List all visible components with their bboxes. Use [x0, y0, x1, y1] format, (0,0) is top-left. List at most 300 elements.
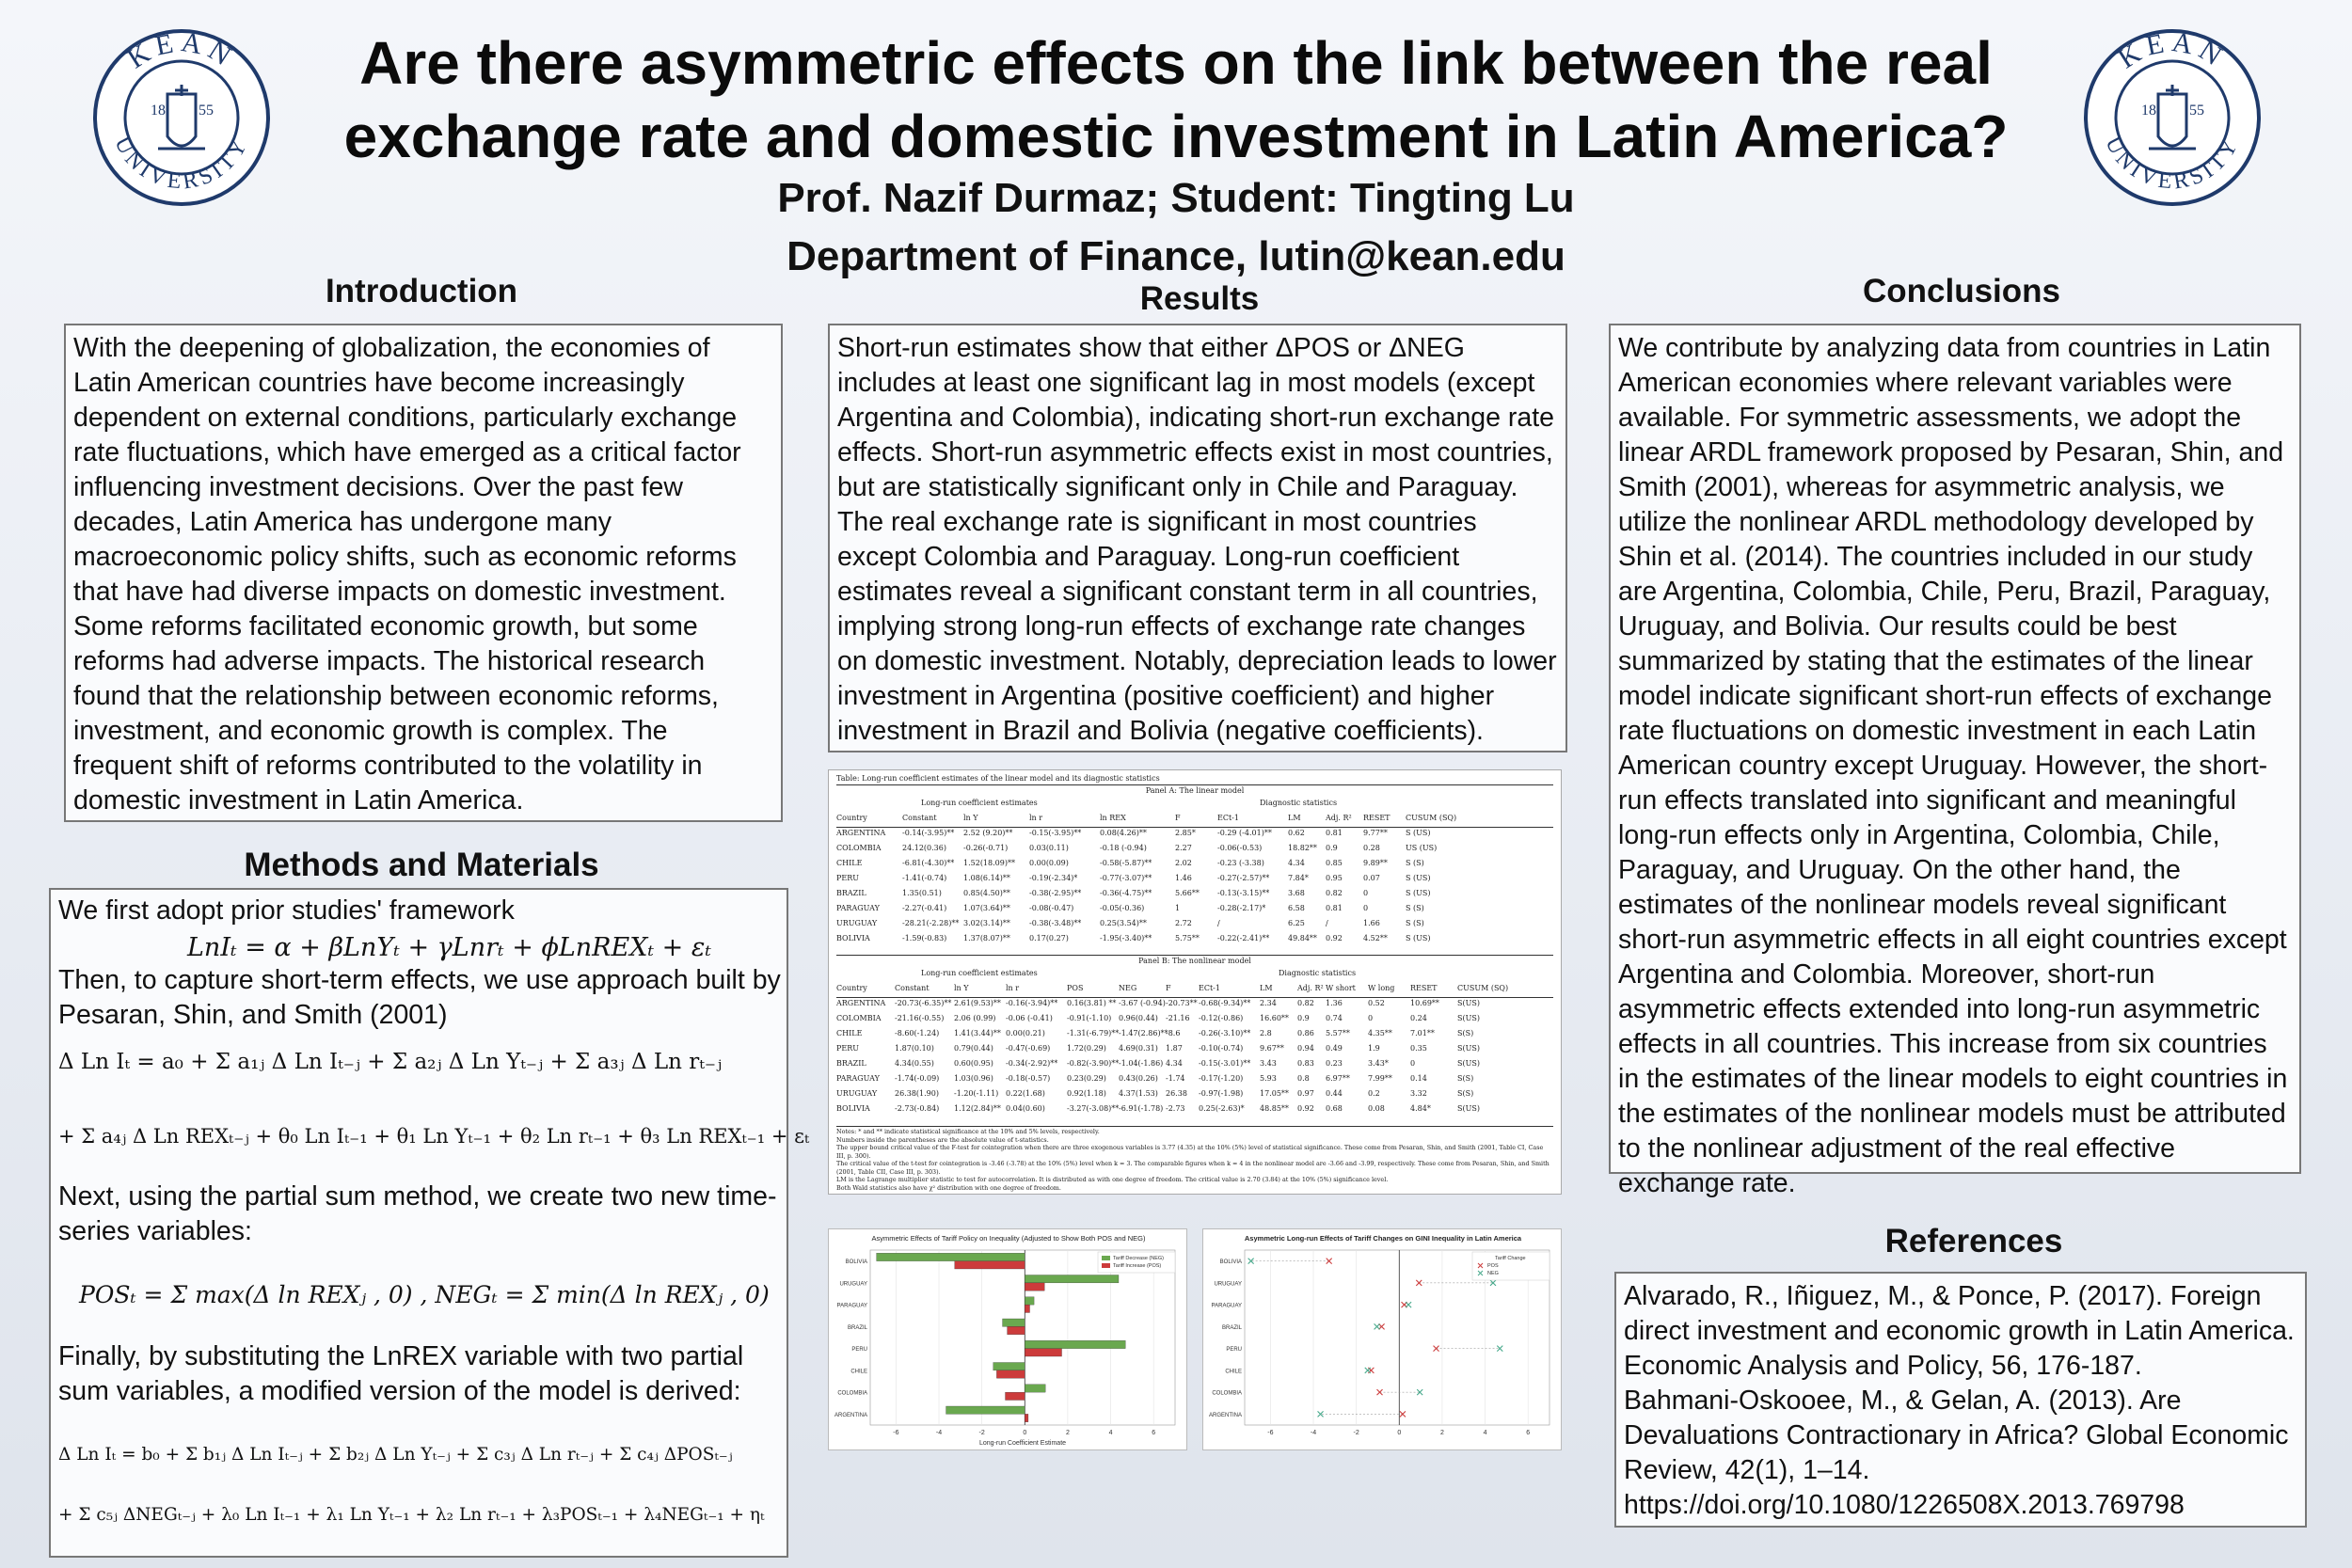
table-cell: 0.82 — [1297, 999, 1314, 1007]
table-cell: CHILE — [836, 859, 863, 867]
methods-line-4: Finally, by substituting the LnREX variable with two partial sum variables, a modified version of the model is derived: — [58, 1341, 744, 1406]
table-cell: 2.06 (0.99) — [954, 1014, 996, 1022]
table-cell: S (US) — [1406, 934, 1431, 942]
x-tick-label: -2 — [978, 1430, 985, 1436]
y-tick-label: PARAGUAY — [1211, 1303, 1242, 1309]
seal-year-left: 18 — [151, 103, 166, 119]
results-heading: Results — [1139, 280, 1260, 317]
table-cell: S(S) — [1457, 1089, 1474, 1098]
authors: Prof. Nazif Durmaz; Student: Tingting Lu — [777, 175, 1575, 221]
table-note: The critical value of the t-test for cointegration is -3.46 (-3.78) at the 10% (5%) level when k = 3. The comparable figures when k = 4 in the nonlinear model are -3.66 and -3.99, respectively. These come from Pesaran, Shin, and Smith (2001, Table CII, Case III, p. 303). — [836, 1160, 1549, 1176]
table-cell: 0.62 — [1288, 829, 1305, 837]
table-cell: 7.84* — [1288, 874, 1309, 882]
equation-2a: Δ Ln Iₜ = a₀ + Σ a₁ⱼ Δ Ln Iₜ₋ⱼ + Σ a₂ⱼ Δ Ln Yₜ₋ⱼ + Σ a₃ⱼ Δ Ln rₜ₋ⱼ — [58, 1050, 723, 1074]
table-cell: 2.61(9.53)** — [954, 999, 1001, 1007]
table-cell: 3.32 — [1410, 1089, 1427, 1098]
table-cell: 0.9 — [1297, 1014, 1310, 1022]
table-cell: 3.68 — [1288, 889, 1305, 897]
y-tick-label: COLOMBIA — [1212, 1390, 1242, 1397]
table-cell: 2.52 (9.20)** — [963, 829, 1013, 837]
introduction-heading: Introduction — [325, 273, 518, 309]
table-cell: 24.12(0.36) — [902, 844, 946, 852]
table-cell: 0.52 — [1368, 999, 1385, 1007]
table-cell: 1.07(3.64)** — [963, 904, 1010, 912]
table-cell: -0.68(-9.34)** — [1199, 999, 1251, 1007]
y-tick-label: ARGENTINA — [1208, 1412, 1242, 1418]
bar-tariff-increase-pos- — [1025, 1305, 1029, 1312]
panel-a-group-2: Diagnostic statistics — [1260, 799, 1338, 807]
table-cell: 1.35(0.51) — [902, 889, 942, 897]
y-tick-label: ARGENTINA — [834, 1412, 867, 1418]
table-row — [836, 1074, 1553, 1084]
table-cell: 1.03(0.96) — [954, 1074, 993, 1083]
panel-b-header-row — [836, 984, 1553, 993]
table-cell: PERU — [836, 1044, 859, 1053]
table-cell: 0.00(0.21) — [1006, 1029, 1045, 1037]
panel-b-body — [829, 999, 1561, 1121]
bar-tariff-decrease-neg- — [1025, 1275, 1119, 1283]
bar-tariff-increase-pos- — [1008, 1326, 1025, 1334]
table-header-cell: F — [1166, 984, 1171, 992]
table-cell: 3.02(3.14)** — [963, 919, 1010, 927]
table-cell: 0.81 — [1326, 904, 1343, 912]
bar-tariff-decrease-neg- — [1003, 1319, 1025, 1326]
table-cell: 0.24 — [1410, 1014, 1427, 1022]
table-header-cell: F — [1175, 814, 1181, 822]
table-cell: -0.18 (-0.94) — [1100, 844, 1147, 852]
kean-seal-right — [2083, 28, 2262, 207]
table-cell: S (US) — [1406, 889, 1431, 897]
table-cell: 0.96(0.44) — [1119, 1014, 1158, 1022]
table-cell: 0.44 — [1326, 1089, 1343, 1098]
table-note: Numbers inside the parentheses are the absolute value of t-statistics. — [836, 1135, 1049, 1144]
table-cell: 0.85(4.50)** — [963, 889, 1010, 897]
table-cell: 1.41(3.44)** — [954, 1029, 1001, 1037]
table-cell: -8.6 — [1166, 1029, 1181, 1037]
reference-item-2: Bahmani-Oskooee, M., & Gelan, A. (2013). Are Devaluations Contractionary in Africa? Global Economic Review, 42(1), 1–14. https://doi.org/10.1080/1226508X.2013.769798 — [1624, 1386, 2289, 1520]
poster-title — [310, 26, 2042, 173]
table-note: LM is the Lagrange multiplier statistic to test for autocorrelation. It is distributed as with one degree of freedom. The critical value is 2.70 (3.84) at the 10% (5%) significance level. — [836, 1176, 1389, 1183]
table-header-cell: CUSUM (SQ) — [1406, 814, 1457, 822]
table-cell: 1.46 — [1175, 874, 1192, 882]
table-row — [836, 919, 1553, 928]
y-tick-label: COLOMBIA — [837, 1390, 867, 1397]
table-cell: -0.34(-2.92)** — [1006, 1059, 1058, 1068]
table-cell: 2.02 — [1175, 859, 1192, 867]
table-cell: 4.35** — [1368, 1029, 1392, 1037]
table-cell: PARAGUAY — [836, 1074, 880, 1083]
table-cell: 1 — [1175, 904, 1181, 912]
table-cell: 26.38(1.90) — [895, 1089, 939, 1098]
table-cell: / — [1326, 919, 1328, 927]
references-box — [1614, 1272, 2307, 1528]
table-cell: -0.97(-1.98) — [1199, 1089, 1244, 1098]
table-cell: 7.01** — [1410, 1029, 1435, 1037]
table-notes — [836, 1128, 1553, 1192]
x-tick-label: 2 — [1439, 1430, 1444, 1436]
table-cell: 48.85** — [1260, 1104, 1289, 1113]
table-cell: 4.34 — [1166, 1059, 1183, 1068]
table-cell: -0.36(-4.75)** — [1100, 889, 1152, 897]
x-tick-label: 4 — [1108, 1430, 1113, 1436]
panel-b-group-2: Diagnostic statistics — [1279, 969, 1357, 977]
point-neg — [1375, 1323, 1380, 1329]
bar-tariff-decrease-neg- — [1025, 1340, 1125, 1348]
y-tick-label: URUGUAY — [839, 1281, 867, 1288]
table-cell: -0.13(-3.15)** — [1217, 889, 1270, 897]
table-cell: URUGUAY — [836, 1089, 878, 1098]
table-cell: S(US) — [1457, 1104, 1480, 1113]
table-cell: 0.92(1.18) — [1067, 1089, 1106, 1098]
table-header-cell: Adj. R² — [1326, 814, 1352, 822]
legend-title: Tariff Change — [1495, 1256, 1526, 1261]
table-cell: 1.87 — [1166, 1044, 1183, 1053]
y-tick-label: CHILE — [1225, 1369, 1242, 1375]
table-cell: -1.47(2.86)** — [1119, 1029, 1168, 1037]
table-cell: URUGUAY — [836, 919, 878, 927]
table-cell: -0.29 (-4.01)** — [1217, 829, 1272, 837]
table-cell: -20.73** — [1166, 999, 1198, 1007]
table-cell: -0.12(-0.86) — [1199, 1014, 1244, 1022]
table-row — [836, 859, 1553, 868]
panel-b-title: Panel B: The nonlinear model — [1138, 957, 1251, 965]
table-note: Both Wald statistics also have χ² distribution with one degree of freedom. — [836, 1183, 1061, 1192]
y-tick-label: URUGUAY — [1214, 1281, 1242, 1288]
table-cell: S(S) — [1457, 1029, 1474, 1037]
table-cell: 5.75** — [1175, 934, 1200, 942]
table-cell: S(US) — [1457, 999, 1480, 1007]
bar-tariff-decrease-neg- — [993, 1363, 1025, 1370]
bar-tariff-increase-pos- — [1006, 1392, 1025, 1400]
table-cell: -0.58(-5.87)** — [1100, 859, 1152, 867]
x-axis-label: Long-run Coefficient Estimate — [978, 1440, 1067, 1447]
table-cell: 0.81 — [1326, 829, 1343, 837]
table-cell: -0.23 (-3.38) — [1217, 859, 1264, 867]
bar-tariff-increase-pos- — [1025, 1349, 1061, 1356]
table-cell: 0.35 — [1410, 1044, 1427, 1053]
table-cell: -0.17(-1.20) — [1199, 1074, 1244, 1083]
table-cell: 0.23 — [1326, 1059, 1343, 1068]
seal-top-text: KEAN — [121, 28, 242, 75]
table-cell: PERU — [836, 874, 859, 882]
table-cell: 5.66** — [1175, 889, 1200, 897]
table-caption: Table: Long-run coefficient estimates of the linear model and its diagnostic statistics — [836, 774, 1160, 783]
table-cell: 0.2 — [1368, 1089, 1380, 1098]
table-header-cell: LM — [1288, 814, 1301, 822]
table-cell: -0.14(-3.95)** — [902, 829, 955, 837]
table-cell: 2.27 — [1175, 844, 1192, 852]
bar-tariff-decrease-neg- — [1025, 1385, 1045, 1392]
table-cell: 0.16(3.81) ** — [1067, 999, 1117, 1007]
point-neg — [1406, 1302, 1411, 1307]
chart-tariff-bar — [828, 1228, 1187, 1450]
table-cell: -0.47(-0.69) — [1006, 1044, 1051, 1053]
table-cell: BOLIVIA — [836, 1104, 870, 1113]
table-header-cell: Constant — [902, 814, 937, 822]
x-tick-label: 6 — [1152, 1430, 1156, 1436]
table-cell: -21.16(-0.55) — [895, 1014, 945, 1022]
table-cell: 0.8 — [1297, 1074, 1310, 1083]
table-header-cell: ln REX — [1100, 814, 1126, 822]
table-cell: 0.08(4.26)** — [1100, 829, 1147, 837]
conclusions-heading: Conclusions — [1862, 273, 2061, 309]
table-header-cell: ECt-1 — [1217, 814, 1239, 822]
kean-seal-left — [92, 28, 271, 207]
equation-4b: + Σ c₅ⱼ ΔNEGₜ₋ⱼ + λ₀ Ln Iₜ₋₁ + λ₁ Ln Yₜ₋₁ + λ₂ Ln rₜ₋₁ + λ₃POSₜ₋₁ + λ₄NEGₜ₋₁ + ηₜ — [58, 1505, 765, 1525]
methods-heading: Methods and Materials — [244, 847, 599, 883]
table-cell: 4.69(0.31) — [1119, 1044, 1158, 1053]
table-note: The upper bound critical value of the F-test for cointegration when there are three exogenous variables is 3.77 (4.35) at the 10% (5%) level of statistical significance. These come from Pesaran, Shin, and Smith (2001, Table CI, Case III, p. 300). — [836, 1144, 1544, 1160]
table-cell: 1.72(0.29) — [1067, 1044, 1106, 1053]
title-line-2: exchange rate and domestic investment in Latin America? — [343, 103, 2009, 170]
table-cell: 0.94 — [1297, 1044, 1314, 1053]
point-pos — [1379, 1323, 1385, 1329]
table-cell: -0.15(-3.95)** — [1029, 829, 1082, 837]
table-cell: 1.9 — [1368, 1044, 1380, 1053]
table-cell: -6.81(-4.30)** — [902, 859, 955, 867]
table-cell: ARGENTINA — [836, 999, 886, 1007]
seal-year-right: 55 — [2189, 103, 2204, 119]
y-tick-label: CHILE — [850, 1369, 867, 1375]
seal-bottom-text: UNIVERSITY — [2100, 133, 2245, 195]
table-cell: 1.36 — [1326, 999, 1343, 1007]
table-cell: -28.21(-2.28)** — [902, 919, 960, 927]
point-pos — [1377, 1389, 1383, 1395]
legend-swatch — [1102, 1256, 1110, 1260]
table-cell: 3.43* — [1368, 1059, 1389, 1068]
table-cell: S (S) — [1406, 859, 1424, 867]
y-tick-label: PERU — [851, 1347, 867, 1354]
x-tick-label: -4 — [1310, 1430, 1317, 1436]
y-tick-label: BOLIVIA — [845, 1259, 867, 1266]
table-note: Notes: * and ** indicate statistical significance at the 10% and 5% levels, respectively. — [836, 1128, 1100, 1135]
legend-label: POS — [1487, 1263, 1499, 1269]
y-tick-label: BRAZIL — [847, 1324, 867, 1331]
table-cell: -0.26(-0.71) — [963, 844, 1009, 852]
table-cell: S(US) — [1457, 1044, 1480, 1053]
y-tick-label: BOLIVIA — [1219, 1259, 1242, 1266]
table-cell: S (US) — [1406, 874, 1431, 882]
table-cell: 0 — [1363, 889, 1369, 897]
y-tick-label: BRAZIL — [1221, 1324, 1242, 1331]
table-row — [836, 829, 1553, 838]
table-cell: -0.38(-3.48)** — [1029, 919, 1082, 927]
y-tick-label: PERU — [1226, 1347, 1242, 1354]
table-cell: -2.27(-0.41) — [902, 904, 947, 912]
table-cell: 0 — [1363, 904, 1369, 912]
table-cell: -1.74(-0.09) — [895, 1074, 940, 1083]
table-cell: 17.05** — [1260, 1089, 1289, 1098]
table-row — [836, 889, 1553, 898]
table-cell: 2.72 — [1175, 919, 1192, 927]
table-cell: 0.79(0.44) — [954, 1044, 993, 1053]
table-row — [836, 1059, 1553, 1069]
table-cell: BRAZIL — [836, 889, 866, 897]
title-line-1: Are there asymmetric effects on the link between the real — [359, 29, 1993, 97]
table-cell: -2.73(-0.84) — [895, 1104, 940, 1113]
table-cell: 4.84* — [1410, 1104, 1431, 1113]
table-cell: 1.52(18.09)** — [963, 859, 1015, 867]
table-cell: -8.60(-1.24) — [895, 1029, 940, 1037]
table-cell: CHILE — [836, 1029, 863, 1037]
chart-title: Asymmetric Effects of Tariff Policy on Inequality (Adjusted to Show Both POS and NEG) — [871, 1234, 1146, 1243]
table-cell: 0.86 — [1297, 1029, 1314, 1037]
table-cell: -0.19(-2.34)* — [1029, 874, 1078, 882]
table-cell: -0.05(-0.36) — [1100, 904, 1145, 912]
equation-3: POSₜ = Σ max(Δ ln REXⱼ , 0) , NEGₜ = Σ min(Δ ln REXⱼ , 0) — [79, 1281, 770, 1308]
bar-tariff-increase-pos- — [1025, 1283, 1044, 1291]
table-header-cell: ln Y — [954, 984, 969, 992]
table-cell: 6.97** — [1326, 1074, 1350, 1083]
table-row — [836, 1029, 1553, 1038]
table-cell: 0.82 — [1326, 889, 1343, 897]
table-cell: 26.38 — [1166, 1089, 1187, 1098]
table-header-cell: POS — [1067, 984, 1084, 992]
table-cell: -21.16 — [1166, 1014, 1190, 1022]
x-tick-label: 0 — [1023, 1430, 1027, 1436]
table-header-cell: ln Y — [963, 814, 978, 822]
table-row — [836, 1044, 1553, 1053]
table-cell: ARGENTINA — [836, 829, 886, 837]
table-cell: 16.60** — [1260, 1014, 1289, 1022]
table-cell: -1.04(-1.86) — [1119, 1059, 1164, 1068]
bar-tariff-decrease-neg- — [946, 1406, 1025, 1414]
table-cell: 9.89** — [1363, 859, 1388, 867]
table-cell: US (US) — [1406, 844, 1438, 852]
panel-b-group-1: Long-run coefficient estimates — [921, 969, 1038, 977]
table-header-cell: ECt-1 — [1199, 984, 1220, 992]
methods-box — [49, 888, 810, 1558]
x-tick-label: 6 — [1526, 1430, 1531, 1436]
table-header-cell: RESET — [1410, 984, 1438, 992]
table-cell: 0.14 — [1410, 1074, 1427, 1083]
table-header-cell: Adj. R² — [1297, 984, 1324, 992]
table-cell: 1.12(2.84)** — [954, 1104, 1001, 1113]
table-cell: -0.77(-3.07)** — [1100, 874, 1152, 882]
table-header-cell: ln r — [1006, 984, 1020, 992]
table-cell: 1.08(6.14)** — [963, 874, 1010, 882]
seal-top-text: KEAN — [2112, 28, 2233, 75]
table-row — [836, 844, 1553, 853]
table-cell: 0.60(0.95) — [954, 1059, 993, 1068]
table-cell: BRAZIL — [836, 1059, 866, 1068]
chart-gini-scatter-svg — [1203, 1229, 1563, 1451]
table-cell: 1.87(0.10) — [895, 1044, 934, 1053]
table-cell: -3.67 (-0.94) — [1119, 999, 1166, 1007]
table-cell: -0.26(-3.10)** — [1199, 1029, 1251, 1037]
table-cell: 5.57** — [1326, 1029, 1350, 1037]
chart-title: Asymmetric Long-run Effects of Tariff Changes on GINI Inequality in Latin America — [1244, 1234, 1522, 1243]
table-cell: 0.08 — [1368, 1104, 1385, 1113]
x-tick-label: 4 — [1483, 1430, 1487, 1436]
table-cell: -0.06 (-0.41) — [1006, 1014, 1053, 1022]
table-cell: 0.92 — [1326, 934, 1343, 942]
table-cell: -0.18(-0.57) — [1006, 1074, 1051, 1083]
introduction-text: With the deepening of globalization, the economies of Latin American countries have become increasingly dependent on external conditions, particularly exchange rate fluctuations, which have emerged as a critical factor influencing investment decisions. Over the past few decades, Latin America has undergone many macroeconomic policy shifts, such as economic reforms that have had diverse impacts on domestic investment. Some reforms facilitated economic growth, but some reforms had adverse impacts. The historical research found that the relationship between economic reforms, investment, and economic growth is complex. The frequent shift of reforms contributed to the volatility in domestic investment in Latin America. — [64, 324, 783, 822]
table-header-cell: LM — [1260, 984, 1273, 992]
table-cell: 6.58 — [1288, 904, 1305, 912]
x-tick-label: 2 — [1065, 1430, 1070, 1436]
table-header-cell: ln r — [1029, 814, 1043, 822]
table-row — [836, 1104, 1553, 1114]
table-cell: 2.85* — [1175, 829, 1196, 837]
results-text: Short-run estimates show that either ΔPOS or ΔNEG includes at least one significant lag in most models (except Argentina and Colombia), indicating short-run exchange rate effects. Short-run asymmetric effects exist in most countries, but are statistically significant only in Chile and Paraguay. The real exchange rate is significant in most countries except Colombia and Paraguay. Long-run coefficient estimates reveal a significant constant term in all countries, implying strong long-run effects of exchange rate changes on domestic investment. Notably, depreciation leads to lower investment in Argentina (positive coefficient) and higher investment in Brazil and Bolivia (negative coefficients). — [828, 324, 1567, 752]
table-row — [836, 874, 1553, 883]
panel-a-body — [829, 829, 1561, 951]
point-pos — [1400, 1411, 1406, 1417]
table-row — [836, 904, 1553, 913]
table-cell: 1.66 — [1363, 919, 1380, 927]
table-cell: S(S) — [1457, 1074, 1474, 1083]
table-cell: 0.83 — [1297, 1059, 1314, 1068]
equation-1: LnIₜ = α + βLnYₜ + γLnrₜ + ϕLnREXₜ + εₜ — [187, 933, 712, 962]
x-tick-label: -6 — [1267, 1430, 1274, 1436]
table-cell: 6.25 — [1288, 919, 1305, 927]
table-cell: 3.43 — [1260, 1059, 1277, 1068]
table-cell: 0.49 — [1326, 1044, 1343, 1053]
table-cell: 0.22(1.68) — [1006, 1089, 1045, 1098]
chart-tariff-bar-svg — [829, 1229, 1188, 1451]
table-cell: -0.38(-2.95)** — [1029, 889, 1082, 897]
reference-item-1: Alvarado, R., Iñiguez, M., & Ponce, P. (2017). Foreign direct investment and economic growth in Latin America. Economic Analysis and Policy, 56, 176-187. — [1624, 1281, 2295, 1381]
table-cell: S(US) — [1457, 1014, 1480, 1022]
point-pos — [1327, 1259, 1332, 1264]
table-cell: 0.23(0.29) — [1067, 1074, 1106, 1083]
table-cell: 0.9 — [1326, 844, 1338, 852]
legend-label: Tariff Decrease (NEG) — [1113, 1256, 1164, 1261]
table-cell: 18.82** — [1288, 844, 1317, 852]
table-cell: 0.07 — [1363, 874, 1380, 882]
table-cell: 49.84** — [1288, 934, 1317, 942]
x-tick-label: 0 — [1397, 1430, 1402, 1436]
legend-label: NEG — [1487, 1271, 1499, 1276]
equation-4a: Δ Ln Iₜ = b₀ + Σ b₁ⱼ Δ Ln Iₜ₋ⱼ + Σ b₂ⱼ Δ Ln Yₜ₋ⱼ + Σ c₃ⱼ Δ Ln rₜ₋ⱼ + Σ c₄ⱼ ΔPOSₜ₋ⱼ — [58, 1445, 733, 1465]
table-cell: 1.37(8.07)** — [963, 934, 1010, 942]
table-cell: 7.99** — [1368, 1074, 1392, 1083]
bar-tariff-decrease-neg- — [877, 1253, 1025, 1260]
methods-line-2: Then, to capture short-term effects, we use approach built by Pesaran, Shin, and Smith (2001) — [58, 965, 781, 1030]
references-heading: References — [1884, 1223, 2063, 1259]
results-table — [828, 769, 1562, 1195]
bar-tariff-increase-pos- — [955, 1261, 1025, 1269]
bar-tariff-increase-pos- — [996, 1370, 1025, 1378]
table-cell: PARAGUAY — [836, 904, 880, 912]
x-tick-label: -4 — [935, 1430, 943, 1436]
table-cell: -0.91(-1.10) — [1067, 1014, 1112, 1022]
x-tick-label: -6 — [893, 1430, 899, 1436]
panel-a-header-row — [836, 814, 1553, 823]
table-cell: -2.73 — [1166, 1104, 1185, 1113]
table-cell: -1.31(-6.79)** — [1067, 1029, 1120, 1037]
table-cell: -0.16(-3.94)** — [1006, 999, 1058, 1007]
table-cell: COLOMBIA — [836, 844, 882, 852]
y-tick-label: PARAGUAY — [836, 1303, 867, 1309]
table-cell: -0.08(-0.47) — [1029, 904, 1074, 912]
seal-year-left: 18 — [2141, 103, 2156, 119]
conclusions-text: We contribute by analyzing data from countries in Latin American economies where relevant variables were available. For symmetric assessments, we adopt the linear ARDL framework proposed by Pesaran, Shin, and Smith (2001), whereas for asymmetric analysis, we utilize the nonlinear ARDL methodology developed by Shin et al. (2014). The countries included in our study are Argentina, Colombia, Chile, Peru, Brazil, Paraguay, Uruguay, and Bolivia. Our results could be best summarized by stating that the estimates of the linear model indicate significant short-run effects of exchange rate fluctuations on domestic investment in each Latin American country except Uruguay. However, the short-run effects translated into significant and meaningful long-run effects only in Argentina, Colombia, Chile, Paraguay, and Uruguay. On the other hand, the estimates of the nonlinear models reveal significant short-run asymmetric effects in all eight countries except Argentina and Colombia. Moreover, short-run asymmetric effects extended into long-run asymmetric effects in all countries. This increase from six countries in the estimates of the linear models to eight countries in the estimates of the nonlinear models must be attributed to the nonlinear adjustment of the real effective exchange rate. — [1609, 324, 2301, 1174]
table-header-cell: Country — [836, 984, 867, 992]
table-cell: 4.34 — [1288, 859, 1305, 867]
table-cell: 9.67** — [1260, 1044, 1284, 1053]
bar-tariff-decrease-neg- — [1025, 1297, 1034, 1305]
table-row — [836, 1089, 1553, 1099]
table-cell: 0.00(0.09) — [1029, 859, 1069, 867]
table-header-cell: W short — [1326, 984, 1356, 992]
department: Department of Finance, lutin@kean.edu — [787, 233, 1565, 279]
table-cell: S(US) — [1457, 1059, 1480, 1068]
panel-a-title: Panel A: The linear model — [1145, 786, 1245, 795]
bar-tariff-increase-pos- — [1025, 1414, 1028, 1421]
